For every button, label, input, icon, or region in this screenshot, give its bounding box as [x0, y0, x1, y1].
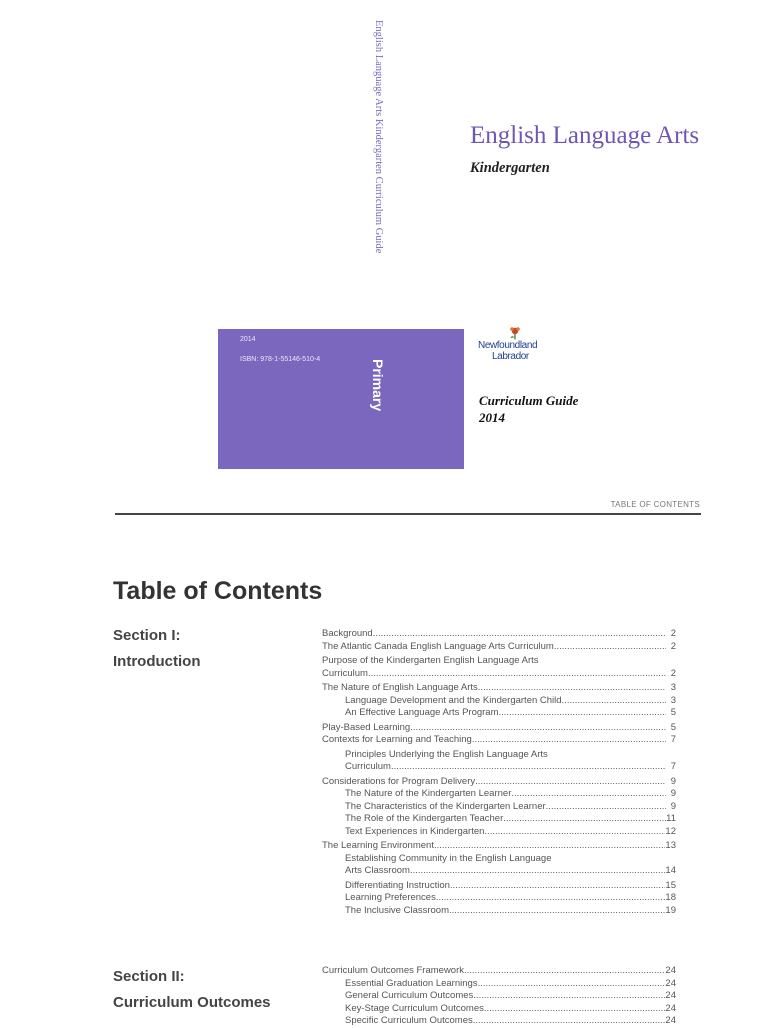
toc-dot-leader [410, 865, 665, 878]
toc-entry[interactable] [322, 813, 676, 826]
toc-entry[interactable] [322, 826, 676, 839]
cover-year: 2014 [240, 336, 256, 343]
toc-entry[interactable] [322, 978, 676, 991]
toc-entry-text: General Curriculum Outcomes [345, 990, 474, 1001]
toc-page-number: 9 [670, 800, 676, 812]
toc-entry[interactable] [322, 788, 676, 801]
isbn: ISBN: 978-1-55146-510-4 [240, 356, 321, 363]
toc-entry-text: Specific Curriculum Outcomes [345, 1015, 473, 1026]
toc-dot-leader [436, 892, 666, 905]
section-number: Section II: [113, 968, 185, 985]
toc-entry-text: Curriculum [345, 761, 391, 772]
guide-label-year: 2014 [479, 410, 505, 425]
toc-entry[interactable] [322, 776, 676, 789]
toc-list-section-2 [322, 965, 676, 1028]
toc-entry-text: Arts Classroom [345, 865, 410, 876]
cover-subtitle: Kindergarten [470, 160, 550, 176]
toc-dot-leader [473, 1015, 666, 1028]
toc-dot-leader [368, 668, 666, 681]
toc-entry[interactable] [322, 840, 676, 853]
toc-page-number: 24 [665, 1002, 676, 1014]
toc-dot-leader [391, 761, 666, 774]
toc-entry-text: Principles Underlying the English Language Arts [345, 748, 548, 760]
toc-entry-text: The Atlantic Canada English Language Arts Curriculum [322, 640, 554, 652]
logo-line-labrador: Labrador [492, 351, 529, 362]
curriculum-guide-label [479, 392, 578, 426]
toc-page-number: 13 [665, 840, 676, 851]
toc-dot-leader [472, 734, 666, 747]
toc-entry-text: Contexts for Learning and Teaching [322, 734, 472, 745]
toc-entry-text: Language Development and the Kindergarten Child [345, 694, 562, 706]
toc-entry[interactable] [322, 695, 676, 708]
section-name: Introduction [113, 653, 201, 670]
toc-entry-text: Essential Graduation Learnings [345, 977, 478, 989]
toc-page-number: 24 [665, 965, 676, 976]
toc-dot-leader [554, 641, 666, 654]
toc-dot-leader [478, 978, 666, 991]
toc-dot-leader [484, 1003, 666, 1016]
toc-page-number: 5 [670, 707, 676, 718]
spine-title: English Language Arts Kindergarten Curriculum Guide [373, 20, 384, 254]
toc-entry[interactable] [322, 641, 676, 654]
toc-page-number: 18 [665, 892, 676, 903]
toc-entry[interactable] [322, 734, 676, 747]
toc-entry-text: The Learning Environment [322, 840, 434, 851]
toc-entry[interactable] [322, 761, 676, 774]
running-head: TABLE OF CONTENTS [610, 500, 700, 509]
toc-page-number: 12 [665, 825, 676, 837]
toc-entry-text: Text Experiences in Kindergarten [345, 825, 485, 837]
toc-page-number: 11 [666, 813, 676, 824]
toc-dot-leader [546, 801, 666, 814]
toc-entry[interactable] [322, 892, 676, 905]
page-title: Table of Contents [113, 577, 323, 605]
toc-page-number: 7 [670, 761, 676, 772]
section-name: Curriculum Outcomes [113, 994, 271, 1011]
toc-dot-leader [475, 776, 666, 789]
toc-page-number: 3 [670, 682, 676, 693]
toc-entry-text: Purpose of the Kindergarten English Language Arts [322, 655, 539, 666]
toc-page-number: 2 [670, 640, 676, 652]
toc-page-number: 2 [670, 628, 676, 639]
toc-dot-leader [373, 628, 666, 641]
guide-label-text: Curriculum Guide [479, 393, 579, 408]
toc-entry[interactable] [322, 628, 676, 641]
toc-dot-leader [499, 707, 667, 720]
header-rule [115, 513, 701, 515]
toc-page-number: 9 [670, 788, 676, 799]
toc-dot-leader [449, 905, 665, 918]
toc-entry-text: The Characteristics of the Kindergarten Learner [345, 800, 546, 812]
toc-page-number: 24 [665, 990, 676, 1001]
toc-entry-text: Learning Preferences [345, 892, 436, 903]
toc-entry-text: Key-Stage Curriculum Outcomes [345, 1002, 484, 1014]
toc-page-number: 3 [670, 694, 676, 706]
toc-entry[interactable] [322, 707, 676, 720]
toc-page-number: 2 [670, 667, 676, 679]
newfoundland-labrador-logo [478, 326, 568, 366]
toc-entry[interactable] [322, 865, 676, 878]
toc-dot-leader [434, 840, 665, 853]
toc-entry-text: Background [322, 628, 373, 639]
toc-entry[interactable] [322, 1003, 676, 1016]
toc-dot-leader [473, 990, 665, 1003]
toc-entry[interactable] [322, 1015, 676, 1028]
toc-entry-text: An Effective Language Arts Program [345, 707, 499, 718]
primary-color-block [218, 329, 464, 469]
section-number: Section I: [113, 627, 181, 644]
toc-entry-text: The Nature of the Kindergarten Learner [345, 788, 512, 799]
toc-page-number: 24 [665, 977, 676, 989]
logo-line-newfoundland: Newfoundland [478, 340, 538, 351]
toc-entry-text: The Role of the Kindergarten Teacher [345, 813, 504, 824]
toc-dot-leader [478, 682, 666, 695]
toc-page-number: 14 [665, 865, 676, 876]
pitcher-plant-icon [508, 326, 522, 340]
toc-entry[interactable] [322, 722, 676, 735]
toc-entry[interactable] [322, 880, 676, 893]
toc-page-number: 9 [670, 775, 676, 787]
toc-page-number: 5 [670, 721, 676, 733]
cover-title: English Language Arts [470, 122, 700, 149]
toc-dot-leader [484, 826, 665, 839]
toc-entry-text: The Inclusive Classroom [345, 904, 450, 916]
toc-dot-leader [450, 880, 666, 893]
toc-entry[interactable] [322, 801, 676, 814]
toc-dot-leader [410, 722, 666, 735]
toc-entry-text: The Nature of English Language Arts [322, 682, 478, 693]
toc-list-section-1 [322, 628, 676, 917]
toc-entry-text: Curriculum Outcomes Framework [322, 965, 464, 976]
toc-dot-leader [511, 788, 666, 801]
toc-entry[interactable] [322, 905, 676, 918]
toc-entry-text: Curriculum [322, 667, 368, 679]
section-heading [113, 964, 271, 1016]
toc-dot-leader [464, 965, 665, 978]
section-heading [113, 623, 200, 675]
toc-dot-leader [562, 695, 666, 708]
toc-entry[interactable] [322, 682, 676, 695]
toc-page-number: 24 [665, 1015, 676, 1026]
toc-entry[interactable] [322, 990, 676, 1003]
toc-page-number: 15 [665, 879, 676, 891]
toc-entry[interactable] [322, 668, 676, 681]
toc-entry-text: Differentiating Instruction [345, 879, 450, 891]
toc-entry-text: Considerations for Program Delivery [322, 775, 476, 787]
toc-entry-text: Play-Based Learning [322, 721, 411, 733]
toc-page-number: 7 [670, 734, 676, 745]
toc-entry[interactable] [322, 965, 676, 978]
toc-dot-leader [503, 813, 666, 826]
toc-page-number: 19 [665, 904, 676, 916]
primary-label: Primary [370, 359, 386, 412]
toc-entry-text: Establishing Community in the English Language [345, 852, 552, 864]
